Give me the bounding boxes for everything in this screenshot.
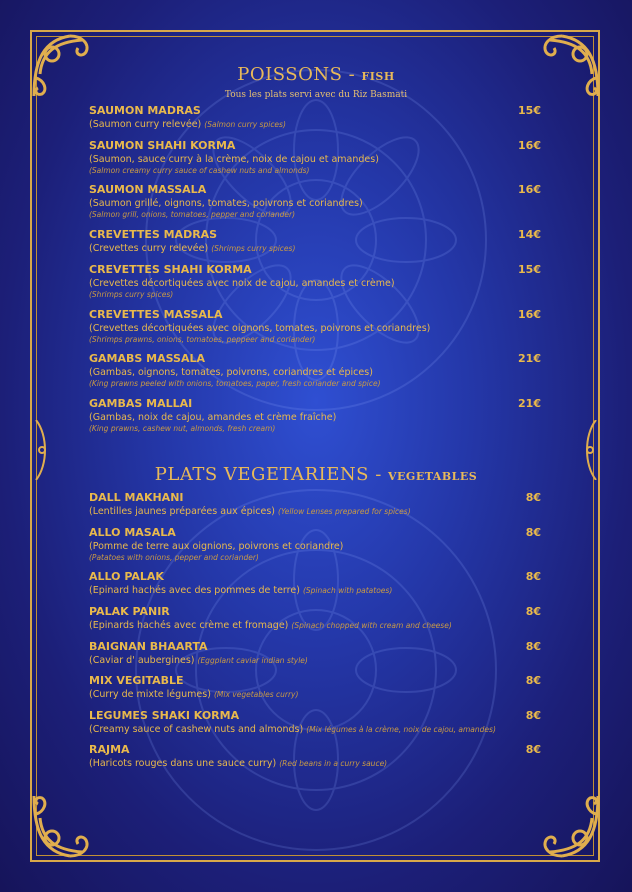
menu-item-description-fr: (Pomme de terre aux oignions, poivrons et coriandre)	[89, 541, 344, 552]
menu-item	[89, 104, 541, 131]
menu-item-name: SAUMON MASSALA	[89, 183, 207, 196]
menu-item	[89, 352, 541, 389]
menu-item-description	[89, 688, 541, 701]
menu-item-description-en: (Spinach chopped with cream and cheese)	[291, 621, 452, 630]
menu-item-description-en: (Shrimps prawns, onions, tomatoes, peppeer and coriander)	[89, 335, 316, 344]
menu-item	[89, 570, 541, 597]
menu-item-description-en: (Eggplant caviar indian style)	[197, 656, 308, 665]
menu-item-description-fr: (Gambas, oignons, tomates, poivrons, coriandres et épices)	[89, 367, 373, 378]
menu-item-description-en: (Mix vegetables curry)	[213, 690, 299, 699]
menu-item	[89, 674, 541, 701]
menu-item-description	[89, 540, 541, 553]
menu-item-description-fr: (Crevettes décortiquées avec noix de cajou, amandes et crème)	[89, 278, 395, 289]
menu-item-name: BAIGNAN BHAARTA	[89, 640, 208, 653]
menu-item-price: 8€	[525, 709, 541, 722]
menu-item-description	[89, 197, 541, 210]
veg-title: PLATS VEGETARIENS	[154, 464, 369, 485]
menu-item-price: 8€	[525, 743, 541, 756]
menu-item	[89, 605, 541, 632]
menu-item	[89, 228, 541, 255]
fish-subtitle-label: FISH	[361, 70, 395, 83]
menu-item-name: RAJMA	[89, 743, 130, 756]
menu-item-name: SAUMON SHAHI KORMA	[89, 139, 236, 152]
menu-item-name: LEGUMES SHAKI KORMA	[89, 709, 240, 722]
menu-item-name: CREVETTES SHAHI KORMA	[89, 263, 252, 276]
menu-item-name: MIX VEGITABLE	[89, 674, 184, 687]
veg-subtitle-label: VEGETABLES	[388, 470, 478, 483]
menu-item-description-fr: (Saumon curry relevée)	[89, 119, 202, 130]
menu-item-name: SAUMON MADRAS	[89, 104, 201, 117]
menu-item-description	[89, 277, 541, 290]
menu-item-description-en: (Spinach with patatoes)	[302, 586, 393, 595]
menu-item-description	[89, 619, 541, 632]
menu-item-price: 8€	[525, 526, 541, 539]
menu-item-description-fr: (Curry de mixte légumes)	[89, 689, 211, 700]
menu-item	[89, 308, 541, 345]
menu-item-description-fr: (Saumon grillé, oignons, tomates, poivrons et coriandres)	[89, 198, 363, 209]
menu-item-description-fr: (Crevettes curry relevée)	[89, 243, 209, 254]
title-dash: -	[342, 64, 362, 85]
menu-item-price: 8€	[525, 491, 541, 504]
menu-item-description-en: (Shrimps curry spices)	[89, 290, 174, 299]
menu-item-name: PALAK PANIR	[89, 605, 170, 618]
menu-item-description-en: (Patatoes with onions, pepper and coriander)	[89, 553, 259, 562]
menu-item-name: GAMBAS MALLAI	[89, 397, 193, 410]
menu-item-description-en: (Yellow Lenses prepared for spices)	[278, 507, 411, 516]
menu-item-price: 21€	[518, 352, 541, 365]
menu-item	[89, 640, 541, 667]
menu-item-price: 15€	[518, 263, 541, 276]
menu-item-price: 16€	[518, 139, 541, 152]
menu-item-description	[89, 153, 541, 166]
menu-item-description-en: (Salmon grill, onions, tomatoes, pepper and coriander)	[89, 210, 296, 219]
menu-item-description	[89, 654, 541, 667]
menu-item-description-en: (Salmon creamy curry sauce of cashew nuts and almonds)	[89, 166, 310, 175]
menu-item	[89, 743, 541, 770]
menu-item-description-fr: (Saumon, sauce curry à la crème, noix de cajou et amandes)	[89, 154, 379, 165]
menu-item	[89, 397, 541, 434]
menu-item-description-en: (Shrimps curry spices)	[211, 244, 296, 253]
menu-item	[89, 491, 541, 518]
menu-item-price: 21€	[518, 397, 541, 410]
menu-item-description-en: (King prawns peeled with onions, tomatoes, paper, fresh coriander and spice)	[89, 379, 381, 388]
menu-item-price: 8€	[525, 570, 541, 583]
menu-item-name: CREVETTES MASSALA	[89, 308, 223, 321]
ornament-corner-bottom-left-icon	[30, 792, 100, 862]
menu-item-description	[89, 723, 541, 736]
menu-item	[89, 183, 541, 220]
menu-item-description	[89, 757, 541, 770]
menu-item-description-en: (King prawns, cashew nut, almonds, fresh cream)	[89, 424, 276, 433]
menu-item-description-fr: (Haricots rouges dans une sauce curry)	[89, 758, 277, 769]
menu-item-description-en: (Red beans in a curry sauce)	[279, 759, 388, 768]
menu-item-description	[89, 505, 541, 518]
menu-item-price: 8€	[525, 640, 541, 653]
menu-item-description-fr: (Epinard hachés avec des pommes de terre)	[89, 585, 300, 596]
menu-item-name: ALLO PALAK	[89, 570, 164, 583]
menu-item-description-en: (Mix légumes à la crème, noix de cajou, amandes)	[306, 725, 496, 734]
menu-item-name: DALL MAKHANI	[89, 491, 184, 504]
menu-item-description	[89, 411, 541, 424]
fish-note: Tous les plats servi avec du Riz Basmati	[224, 90, 408, 100]
menu-item-description	[89, 584, 541, 597]
menu-item-description-fr: (Creamy sauce of cashew nuts and almonds)	[89, 724, 304, 735]
menu-item-description-en: (Salmon curry spices)	[204, 120, 286, 129]
menu-item-price: 14€	[518, 228, 541, 241]
menu-item-description	[89, 242, 541, 255]
fish-title: POISSONS	[237, 64, 343, 85]
menu-item-description-fr: (Lentilles jaunes préparées aux épices)	[89, 506, 275, 517]
menu-item-description	[89, 366, 541, 379]
menu-item	[89, 263, 541, 300]
menu-item-description-fr: (Epinards hachés avec crème et fromage)	[89, 620, 289, 631]
menu-item-description-fr: (Crevettes décortiquées avec oignons, tomates, poivrons et coriandres)	[89, 323, 431, 334]
menu-item-price: 16€	[518, 183, 541, 196]
ornament-corner-bottom-right-icon	[532, 792, 602, 862]
menu-item-price: 8€	[525, 674, 541, 687]
menu-item-description	[89, 322, 541, 335]
menu-item-price: 15€	[518, 104, 541, 117]
menu-item-price: 8€	[525, 605, 541, 618]
menu-item	[89, 709, 541, 736]
menu-item	[89, 139, 541, 176]
menu-item-description	[89, 118, 541, 131]
menu-item-description-fr: (Gambas, noix de cajou, amandes et crème fraîche)	[89, 412, 337, 423]
menu-item-description-fr: (Caviar d' aubergines)	[89, 655, 195, 666]
menu-item-name: CREVETTES MADRAS	[89, 228, 218, 241]
menu-item	[89, 526, 541, 563]
menu-item-name: ALLO MASALA	[89, 526, 176, 539]
menu-item-price: 16€	[518, 308, 541, 321]
menu-item-name: GAMABS MASSALA	[89, 352, 205, 365]
section-title-fish	[0, 64, 632, 85]
section-title-vegetables	[0, 464, 632, 485]
title-dash: -	[368, 464, 389, 485]
